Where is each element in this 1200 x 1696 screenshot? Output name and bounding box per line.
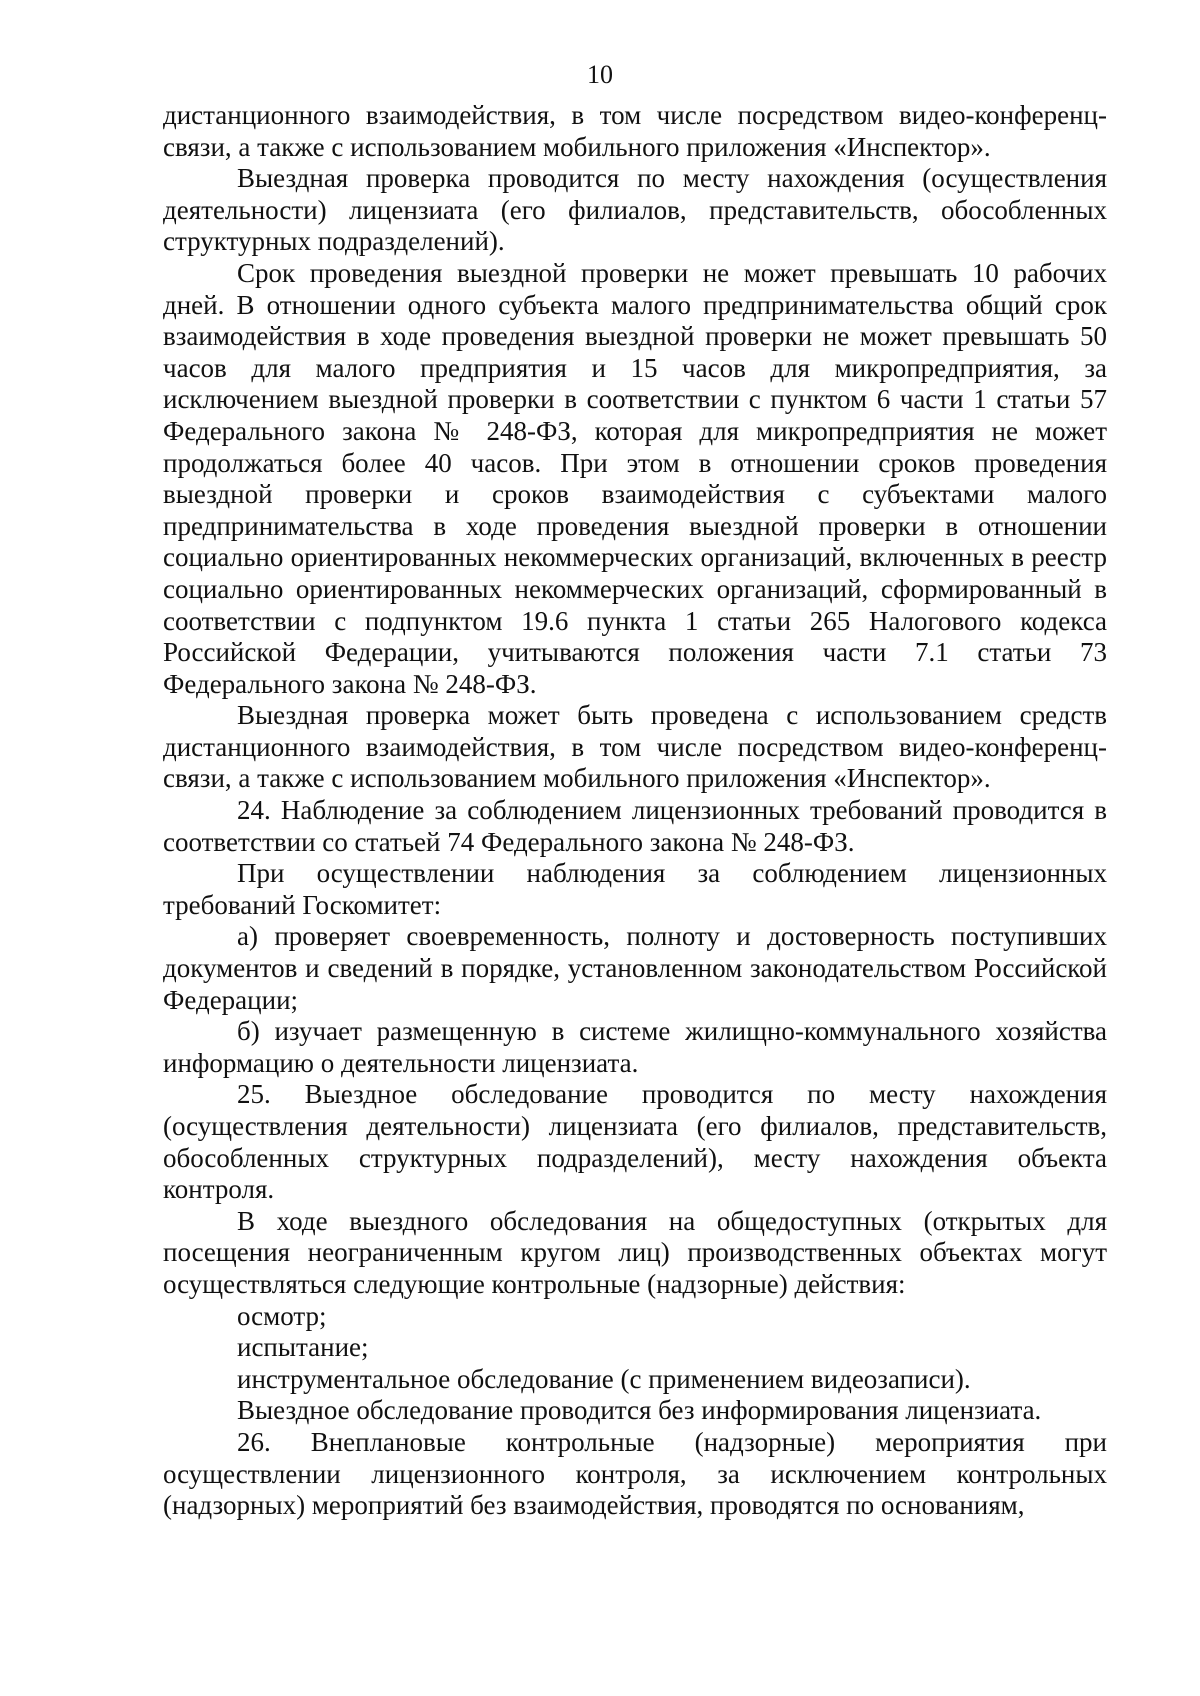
paragraph-survey-actions-intro: В ходе выездного обследования на общедоступных (открытых для посещения неограниченным кругом лиц) производственных объектах могут осуществляться следующие контрольные (надзорные) действия: xyxy=(163,1205,1107,1299)
paragraph-item-24: 24. Наблюдение за соблюдением лицензионных требований проводится в соответствии со статьей 74 Федерального закона № 248-ФЗ. xyxy=(163,795,1107,857)
paragraph-item-25: 25. Выездное обследование проводится по месту нахождения (осуществления деятельности) лицензиата (его филиалов, представительств, обособленных структурных подразделений), месту нахождения объекта контроля. xyxy=(163,1079,1107,1205)
paragraph-subitem-a: а) проверяет своевременность, полноту и достоверность поступивших документов и сведений в порядке, установленном законодательством Российской Федерации; xyxy=(163,921,1107,1015)
paragraph-remote-interaction: Выездная проверка может быть проведена с использованием средств дистанционного взаимодействия, в том числе посредством видео-конференц-связи, а также с использованием мобильного приложения «Инспектор». xyxy=(163,700,1107,794)
paragraph-observation-intro: При осуществлении наблюдения за соблюдением лицензионных требований Госкомитет: xyxy=(163,858,1107,920)
page-number: 10 xyxy=(587,60,613,89)
paragraph-survey-no-notice: Выездное обследование проводится без информирования лицензиата. xyxy=(237,1395,1042,1426)
list-item-instrumental-survey: инструментальное обследование (с применением видеозаписи). xyxy=(237,1363,971,1394)
document-body xyxy=(163,100,1107,1522)
paragraph-subitem-b: б) изучает размещенную в системе жилищно-коммунального хозяйства информацию о деятельности лицензиата. xyxy=(163,1016,1107,1078)
paragraph-continuation: дистанционного взаимодействия, в том числе посредством видео-конференц-связи, а также с использованием мобильного приложения «Инспектор». xyxy=(163,100,1107,162)
list-item-inspection: осмотр; xyxy=(237,1300,327,1331)
paragraph-item-26: 26. Внеплановые контрольные (надзорные) мероприятия при осуществлении лицензионного контроля, за исключением контрольных (надзорных) мероприятий без взаимодействия, проводятся по основаниям, xyxy=(163,1426,1107,1521)
paragraph-onsite-inspection-duration: Срок проведения выездной проверки не может превышать 10 рабочих дней. В отношении одного субъекта малого предпринимательства общий срок взаимодействия в ходе проведения выездной проверки не может превышать 50 часов для малого предприятия и 15 часов для микропредприятия, за исключением выездной проверки в соответствии с пунктом 6 части 1 статьи 57 Федерального закона № 248-ФЗ, которая для микропредприятия не может продолжаться более 40 часов. При этом в отношении сроков проведения выездной проверки и сроков взаимодействия с субъектами малого предпринимательства в ходе проведения выездной проверки в отношении социально ориентированных некоммерческих организаций, включенных в реестр социально ориентированных некоммерческих организаций, сформированный в соответствии с подпунктом 19.6 пункта 1 статьи 265 Налогового кодекса Российской Федерации, учитываются положения части 7.1 статьи 73 Федерального закона № 248-ФЗ. xyxy=(163,257,1107,699)
paragraph-onsite-inspection-location: Выездная проверка проводится по месту нахождения (осуществления деятельности) лицензиата (его филиалов, представительств, обособленных структурных подразделений). xyxy=(163,163,1107,257)
list-item-testing: испытание; xyxy=(237,1332,369,1363)
